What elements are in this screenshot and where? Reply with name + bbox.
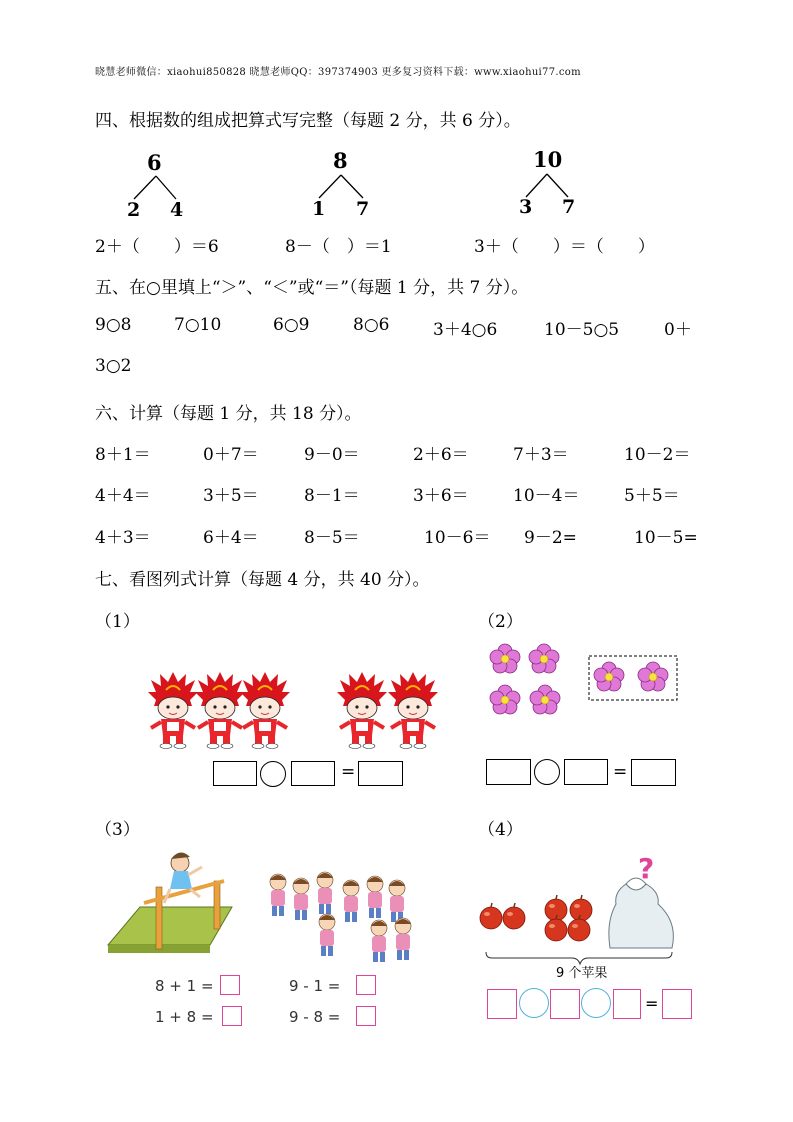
answer-box-2a[interactable] <box>486 759 531 785</box>
calc-item[interactable]: 8－1＝ <box>304 486 360 506</box>
section-4-title: 四、根据数的组成把算式写完整（每题 2 分，共 6 分）。 <box>95 111 521 131</box>
equals-sign-1: = <box>341 762 356 782</box>
problem-1-label: （1） <box>95 612 140 632</box>
calc-item[interactable]: 4＋3＝ <box>95 528 151 548</box>
calc-item[interactable]: 10－4＝ <box>513 486 580 506</box>
children-group-illustration <box>263 862 425 970</box>
p4-answer-box-3[interactable] <box>613 989 641 1019</box>
calc-item[interactable]: 8＋1＝ <box>95 445 151 465</box>
bond-1-left: 2 <box>127 199 141 221</box>
p4-answer-box-4[interactable] <box>662 989 692 1019</box>
calc-item[interactable]: 0＋7＝ <box>203 445 259 465</box>
p3-eq-4: 9 - 8 = <box>289 1008 341 1026</box>
answer-box-1c[interactable] <box>358 761 403 786</box>
flowers-illustration <box>483 640 683 722</box>
balance-beam-illustration <box>104 845 244 957</box>
operator-circle-1[interactable] <box>260 761 286 787</box>
compare-item[interactable]: 7○10 <box>174 315 222 335</box>
section-5-title: 五、在○里填上“＞”、“＜”或“＝”（每题 1 分，共 7 分）。 <box>95 278 529 298</box>
answer-box-2c[interactable] <box>631 759 676 786</box>
p3-eq-3: 1 + 8 = <box>155 1008 214 1026</box>
equals-sign-2: = <box>613 762 628 782</box>
compare-item[interactable]: 8○6 <box>353 315 390 335</box>
bond-2-total: 8 <box>333 148 348 173</box>
page-header: 晓慧老师微信：xiaohui850828 晓慧老师QQ：397374903 更多复习资料下载：www.xiaohui77.com <box>95 67 581 78</box>
calc-item[interactable]: 7＋3＝ <box>513 445 569 465</box>
calc-item[interactable]: 10－5= <box>634 528 698 548</box>
bond-eq-2[interactable]: 8－（ ）＝1 <box>285 237 392 257</box>
p3-eq-1: 8 + 1 = <box>155 977 214 995</box>
answer-box-2b[interactable] <box>564 759 608 785</box>
calc-item[interactable]: 2＋6＝ <box>413 445 469 465</box>
compare-item[interactable]: 3＋4○6 <box>433 320 498 340</box>
calc-item[interactable]: 10－2＝ <box>624 445 691 465</box>
problem-2-label: （2） <box>478 612 523 632</box>
p4-operator-circle-1[interactable] <box>519 988 549 1018</box>
p3-answer-box-3[interactable] <box>222 1006 242 1026</box>
compare-item[interactable]: 10－5○5 <box>544 320 620 340</box>
calc-item[interactable]: 6＋4＝ <box>203 528 259 548</box>
bond-2-right: 7 <box>356 198 370 220</box>
bond-1-right: 4 <box>170 199 184 221</box>
bond-eq-1[interactable]: 2＋（ ）＝6 <box>95 237 219 257</box>
number-bond-lines <box>0 0 793 260</box>
answer-box-1b[interactable] <box>291 761 335 786</box>
p4-answer-box-2[interactable] <box>550 989 580 1019</box>
bond-3-left: 3 <box>519 196 533 218</box>
p4-equals-sign: = <box>645 994 659 1013</box>
compare-item[interactable]: 3○2 <box>95 356 132 376</box>
operator-circle-2[interactable] <box>534 759 560 785</box>
compare-item[interactable]: 0＋ <box>664 320 692 340</box>
calc-item[interactable]: 10－6＝ <box>424 528 491 548</box>
compare-item[interactable]: 6○9 <box>273 315 310 335</box>
calc-item[interactable]: 3＋6＝ <box>413 486 469 506</box>
bond-2-left: 1 <box>312 198 326 220</box>
p3-answer-box-1[interactable] <box>220 975 240 995</box>
p3-eq-2: 9 - 1 = <box>289 977 341 995</box>
apples-bag-illustration <box>476 852 696 972</box>
calc-item[interactable]: 9－0＝ <box>304 445 360 465</box>
fire-mascots-illustration <box>140 670 450 750</box>
answer-box-1a[interactable] <box>213 761 257 786</box>
p3-answer-box-4[interactable] <box>356 1006 376 1026</box>
p4-operator-circle-2[interactable] <box>581 988 611 1018</box>
calc-item[interactable]: 3＋5＝ <box>203 486 259 506</box>
bond-1-total: 6 <box>147 150 162 175</box>
bond-3-total: 10 <box>533 147 563 172</box>
section-7-title: 七、看图列式计算（每题 4 分，共 40 分）。 <box>95 570 430 590</box>
question-mark: ? <box>638 852 655 885</box>
calc-item[interactable]: 9－2= <box>524 528 577 548</box>
apples-caption: 9 个苹果 <box>556 966 608 981</box>
problem-4-label: （4） <box>478 820 523 840</box>
calc-item[interactable]: 4＋4＝ <box>95 486 151 506</box>
calc-item[interactable]: 5＋5＝ <box>624 486 680 506</box>
section-6-title: 六、计算（每题 1 分，共 18 分）。 <box>95 404 362 424</box>
p3-answer-box-2[interactable] <box>356 975 376 995</box>
calc-item[interactable]: 8－5＝ <box>304 528 360 548</box>
p4-answer-box-1[interactable] <box>487 989 517 1019</box>
bond-eq-3[interactable]: 3＋（ ）＝（ ） <box>474 237 655 257</box>
compare-item[interactable]: 9○8 <box>95 315 132 335</box>
problem-3-label: （3） <box>95 820 140 840</box>
bond-3-right: 7 <box>562 196 576 218</box>
